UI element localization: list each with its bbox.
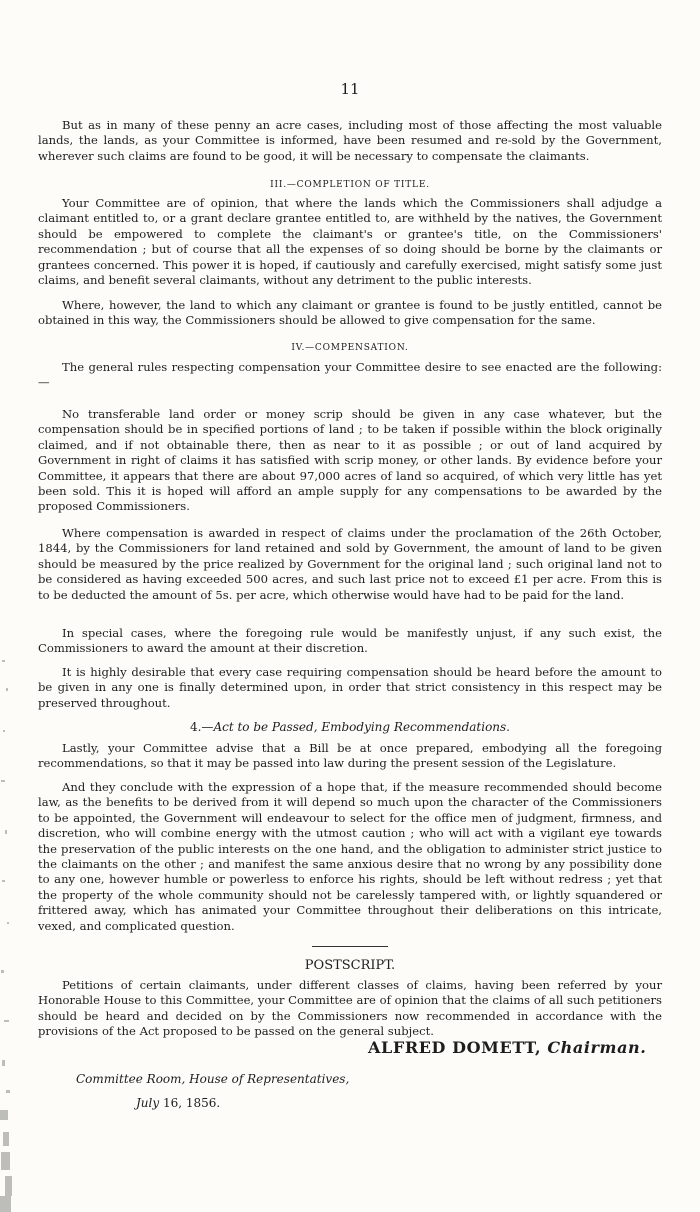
paragraph-penny-acre: But as in many of these penny an acre cases, including most of those affecting the most valuable lands, the lands, as your Committee is informed, have been resumed and re-sold by the Government, wherever such claims are found to be good, it will be necessary to compensate the claimants. — [38, 118, 662, 163]
date-month: July — [136, 1096, 160, 1110]
section-heading-completion-of-title: III.—COMPLETION OF TITLE. — [270, 180, 430, 190]
committee-room-line: Committee Room, House of Representatives, — [76, 1072, 350, 1086]
paragraph-lastly: Lastly, your Committee advise that a Bill be at once prepared, embodying all the foregoing recommendations, so that it may be passed into law during the present session of the Legislature. — [38, 741, 662, 771]
postscript-heading: POSTSCRIPT. — [304, 958, 396, 973]
paragraph-where-however: Where, however, the land to which any claimant or grantee is found to be justly entitled, cannot be obtained in this way, the Commissioners should be allowed to give compensation for the same. — [38, 298, 662, 328]
paragraph-committee-opinion: Your Committee are of opinion, that where the lands which the Commissioners shall adjudge a claimant entitled to, or a grant declare grantee entitled to, are withheld by the natives, the Government should be empowered to complete the claimant's or grantee's title, on the Commissioners' recommendation ; but of course that all the expenses of so doing should be borne by the claimants or grantees concerned. This power it is hoped, if cautiously and carefully exercised, might satisfy some just claims, and benefit several claimants, without any detriment to the public interests. — [38, 196, 662, 288]
page-number: 11 — [340, 80, 360, 98]
page-edge-stain-decoration — [0, 640, 20, 1212]
postscript-divider — [312, 946, 388, 947]
paragraph-no-transferable: No transferable land order or money scrip should be given in any case whatever, but the compensation should be in specified portions of land ; to be taken if possible within the block originally claimed, and if not obtainable there, then as near to it as possible ; or out of land acquired by Government in right of claims it has satisfied with scrip money, or other lands. By evidence before your Committee, it appears that there are about 97,000 acres of land so acquired, of which very little has yet been sold. This it is hoped will afford an ample supply for any compensations to be awarded by the proposed Commissioners. — [38, 407, 662, 514]
signature — [368, 1038, 646, 1057]
section-heading-prefix: 4.— — [189, 720, 214, 734]
signature-name: ALFRED DOMETT, — [368, 1038, 542, 1057]
signature-title: Chairman. — [547, 1038, 647, 1057]
paragraph-where-compensation: Where compensation is awarded in respect of claims under the proclamation of the 26th October, 1844, by the Commissioners for land retained and sold by Government, the amount of land to be given should be measured by the price realized by Government for the original land ; such original land not to be considered as having exceeded 500 acres, and such last price not to exceed £1 per acre. From this is to be deducted the amount of 5s. per acre, which otherwise would have had to be paid for the land. — [38, 526, 662, 602]
date-line — [136, 1096, 220, 1110]
paragraph-highly-desirable: It is highly desirable that every case requiring compensation should be heard before the amount to be given in any one is finally determined upon, in order that strict consistency in this respect may be preserved throughout. — [38, 665, 662, 710]
section-heading-act-to-be-passed — [0, 720, 700, 734]
section-heading-title: Act to be Passed, Embodying Recommendations. — [213, 720, 510, 734]
paragraph-conclude: And they conclude with the expression of a hope that, if the measure recommended should become law, as the benefits to be derived from it will depend so much upon the character of the Commissioners to be appointed, the Government will endeavour to select for the office men of judgment, firmness, and discretion, who will combine energy with the utmost caution ; who will act with a vigilant eye towards the preservation of the public interests on the one hand, and the obligation to administer strict justice to the claimants on the other ; and manifest the same anxious desire that no wrong by any possibility done to any one, however humble or powerless to enforce his rights, should be left without redress ; yet that the property of the whole community should not be carelessly tampered with, or lightly squandered or frittered away, which has animated your Committee throughout their deliberations on this intricate, vexed, and complicated question. — [38, 780, 662, 933]
section-heading-compensation: IV.—COMPENSATION. — [291, 343, 409, 353]
paragraph-special-cases: In special cases, where the foregoing rule would be manifestly unjust, if any such exist, the Commissioners to award the amount at their discretion. — [38, 626, 662, 656]
date-rest: 16, 1856. — [159, 1096, 221, 1110]
paragraph-postscript: Petitions of certain claimants, under different classes of claims, having been referred by your Honorable House to this Committee, your Committee are of opinion that the claims of all such petitioners should be heard and decided on by the Commissioners now recommended in accordance with the provisions of the Act proposed to be passed on the general subject. — [38, 978, 662, 1039]
paragraph-general-rules: The general rules respecting compensation your Committee desire to see enacted are the following:— — [38, 360, 662, 390]
